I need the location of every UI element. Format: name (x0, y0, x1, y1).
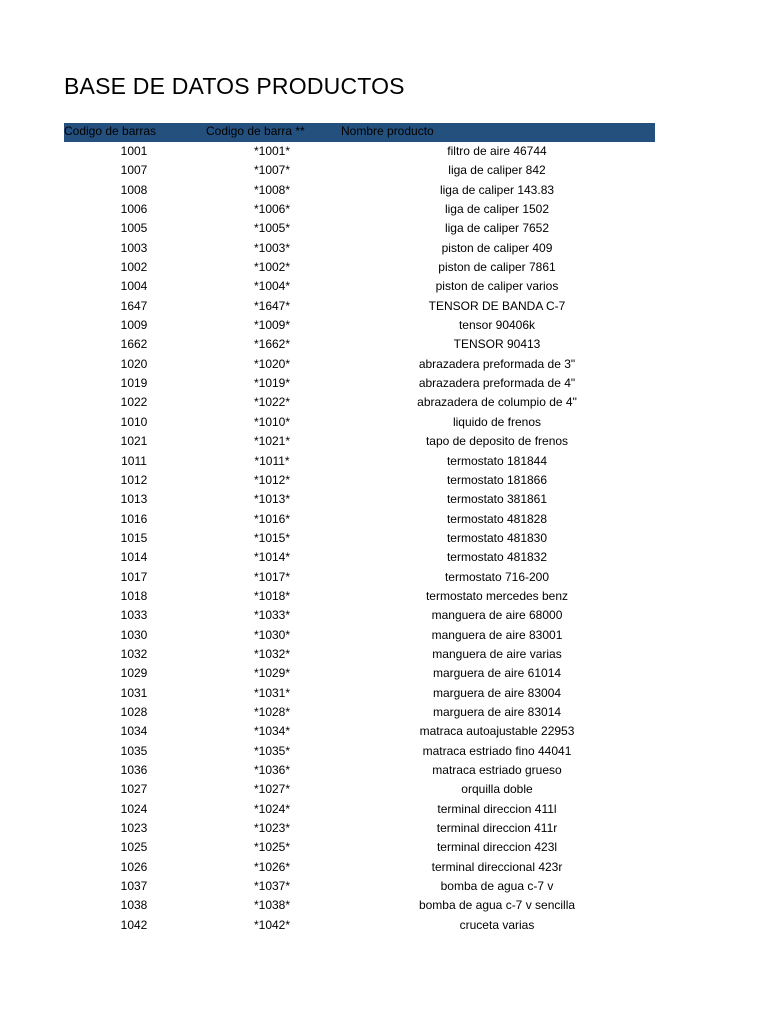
cell-nombre-producto: termostato mercedes benz (425, 588, 569, 603)
product-table-body (64, 142, 655, 935)
cell-codigo-de-barra-font: *1042* (253, 917, 291, 932)
cell-nombre-producto: tapo de deposito de frenos (425, 434, 569, 449)
cell-nombre-producto: liga de caliper 7652 (444, 221, 550, 236)
cell-codigo-de-barra-font: *1647* (253, 298, 291, 313)
cell-codigo-de-barras: 1016 (120, 511, 148, 526)
cell-nombre-producto: piston de caliper varios (435, 279, 559, 294)
cell-nombre-producto: bomba de agua c-7 v sencilla (418, 898, 576, 913)
table-row (64, 335, 655, 354)
cell-codigo-de-barras: 1032 (120, 646, 148, 661)
cell-nombre-producto: marguera de aire 83014 (432, 704, 562, 719)
cell-codigo-de-barra-font: *1026* (253, 859, 291, 874)
cell-codigo-de-barra-font: *1034* (253, 724, 291, 739)
cell-codigo-de-barras: 1006 (120, 202, 148, 217)
table-row (64, 297, 655, 316)
table-row (64, 742, 655, 761)
table-row (64, 626, 655, 645)
cell-codigo-de-barra-font: *1038* (253, 898, 291, 913)
cell-codigo-de-barra-font: *1036* (253, 763, 291, 777)
table-row (64, 916, 655, 935)
cell-codigo-de-barras: 1662 (120, 337, 148, 352)
cell-codigo-de-barra-font: *1004* (253, 279, 291, 294)
cell-codigo-de-barra-font: *1023* (253, 821, 291, 836)
table-row (64, 316, 655, 335)
cell-codigo-de-barras: 1035 (120, 743, 148, 758)
cell-codigo-de-barra-font: *1011* (254, 453, 290, 468)
cell-nombre-producto: TENSOR DE BANDA C-7 (428, 298, 566, 313)
cell-nombre-producto: TENSOR 90413 (453, 337, 541, 352)
cell-nombre-producto: terminal direccional 423r (431, 859, 563, 874)
cell-codigo-de-barra-font: *1662* (253, 337, 291, 352)
cell-codigo-de-barras: 1037 (120, 879, 148, 894)
cell-codigo-de-barras: 1029 (120, 666, 148, 681)
cell-codigo-de-barra-font: *1014* (253, 550, 291, 565)
cell-codigo-de-barras: 1026 (120, 859, 148, 874)
cell-codigo-de-barras: 1020 (120, 356, 148, 371)
cell-codigo-de-barras: 1015 (120, 530, 148, 545)
table-row (64, 761, 655, 780)
cell-codigo-de-barras: 1036 (120, 763, 148, 777)
cell-nombre-producto: abrazadera preformada de 4" (418, 376, 576, 391)
cell-nombre-producto: abrazadera de columpio de 4" (417, 395, 577, 410)
cell-codigo-de-barra-font: *1022* (253, 395, 291, 410)
cell-codigo-de-barra-font: *1002* (253, 260, 291, 275)
cell-codigo-de-barra-font: *1009* (253, 318, 291, 333)
cell-nombre-producto: termostato 481832 (446, 550, 548, 565)
cell-codigo-de-barras: 1033 (120, 608, 148, 623)
cell-codigo-de-barras: 1017 (120, 569, 148, 584)
cell-codigo-de-barras: 1004 (120, 279, 148, 294)
cell-nombre-producto: manguera de aire 83001 (431, 627, 563, 642)
cell-nombre-producto: orquilla doble (461, 782, 533, 797)
cell-codigo-de-barra-font: *1012* (253, 472, 291, 487)
cell-codigo-de-barras: 1027 (120, 782, 148, 797)
table-row (64, 548, 655, 567)
page-title: BASE DE DATOS PRODUCTOS (64, 73, 405, 99)
table-row (64, 277, 655, 296)
table-row (64, 355, 655, 374)
table-row (64, 780, 655, 799)
cell-codigo-de-barra-font: *1029* (253, 666, 291, 681)
table-row (64, 219, 655, 238)
cell-codigo-de-barras: 1028 (120, 704, 148, 719)
table-header-row (64, 123, 655, 142)
table-row (64, 645, 655, 664)
cell-nombre-producto: terminal direccion 423l (436, 840, 558, 855)
table-row (64, 858, 655, 877)
cell-codigo-de-barra-font: *1037* (253, 879, 291, 894)
cell-nombre-producto: piston de caliper 7861 (438, 260, 556, 275)
table-row (64, 142, 655, 161)
cell-codigo-de-barra-font: *1024* (253, 801, 291, 816)
table-row (64, 877, 655, 896)
cell-codigo-de-barras: 1025 (120, 840, 148, 855)
cell-codigo-de-barras: 1022 (120, 395, 148, 410)
cell-codigo-de-barra-font: *1025* (253, 840, 291, 855)
cell-codigo-de-barra-font: *1006* (253, 202, 291, 217)
cell-codigo-de-barras: 1013 (120, 492, 148, 507)
cell-nombre-producto: liga de caliper 1502 (444, 202, 550, 217)
table-row (64, 606, 655, 625)
cell-codigo-de-barras: 1003 (120, 240, 148, 255)
cell-nombre-producto: manguera de aire varias (432, 646, 562, 661)
cell-nombre-producto: liquido de frenos (452, 414, 542, 429)
table-row (64, 568, 655, 587)
cell-nombre-producto: termostato 181844 (446, 453, 548, 468)
cell-codigo-de-barras: 1030 (120, 627, 148, 642)
cell-nombre-producto: bomba de agua c-7 v (440, 879, 554, 894)
cell-codigo-de-barra-font: *1008* (253, 182, 291, 197)
cell-codigo-de-barras: 1042 (120, 917, 148, 932)
cell-codigo-de-barra-font: *1031* (253, 685, 291, 700)
table-row (64, 200, 655, 219)
table-row (64, 490, 655, 509)
table-row (64, 587, 655, 606)
header-codigo-de-barras: Codigo de barras (64, 124, 157, 138)
cell-nombre-producto: matraca estriado grueso (432, 763, 562, 777)
cell-codigo-de-barras: 1005 (120, 221, 148, 236)
cell-codigo-de-barra-font: *1021* (253, 434, 291, 449)
table-row (64, 471, 655, 490)
cell-nombre-producto: marguera de aire 83004 (432, 685, 562, 700)
cell-codigo-de-barras: 1019 (120, 376, 148, 391)
cell-codigo-de-barra-font: *1018* (253, 588, 291, 603)
cell-nombre-producto: tensor 90406k (458, 318, 536, 333)
header-nombre-producto: Nombre producto (341, 124, 434, 138)
cell-codigo-de-barra-font: *1016* (253, 511, 291, 526)
cell-codigo-de-barras: 1002 (120, 260, 148, 275)
table-row (64, 432, 655, 451)
table-row (64, 374, 655, 393)
cell-nombre-producto: termostato 381861 (446, 492, 548, 507)
cell-codigo-de-barra-font: *1005* (253, 221, 291, 236)
cell-codigo-de-barra-font: *1013* (253, 492, 291, 507)
cell-nombre-producto: terminal direccion 411r (436, 821, 558, 836)
cell-codigo-de-barra-font: *1035* (253, 743, 291, 758)
table-row (64, 819, 655, 838)
table-row (64, 239, 655, 258)
cell-codigo-de-barras: 1007 (120, 163, 148, 178)
cell-nombre-producto: marguera de aire 61014 (432, 666, 562, 681)
table-row (64, 529, 655, 548)
cell-codigo-de-barra-font: *1007* (253, 163, 291, 178)
cell-codigo-de-barras: 1023 (120, 821, 148, 836)
cell-codigo-de-barra-font: *1010* (253, 414, 291, 429)
cell-codigo-de-barras: 1024 (120, 801, 148, 816)
table-row (64, 452, 655, 471)
cell-nombre-producto: piston de caliper 409 (441, 240, 553, 255)
cell-codigo-de-barras: 1031 (120, 685, 148, 700)
cell-nombre-producto: manguera de aire 68000 (431, 608, 563, 623)
cell-codigo-de-barra-font: *1003* (253, 240, 291, 255)
table-row (64, 800, 655, 819)
cell-nombre-producto: termostato 481828 (446, 511, 548, 526)
table-row (64, 413, 655, 432)
cell-nombre-producto: matraca autoajustable 22953 (419, 724, 575, 739)
cell-codigo-de-barras: 1012 (120, 472, 148, 487)
cell-nombre-producto: termostato 716-200 (444, 569, 550, 584)
cell-codigo-de-barra-font: *1019* (253, 376, 291, 391)
cell-codigo-de-barras: 1010 (120, 414, 148, 429)
cell-codigo-de-barras: 1647 (120, 298, 148, 313)
cell-codigo-de-barras: 1009 (120, 318, 148, 333)
cell-codigo-de-barra-font: *1030* (253, 627, 291, 642)
cell-codigo-de-barras: 1001 (120, 144, 148, 158)
cell-codigo-de-barras: 1011 (121, 453, 147, 468)
cell-codigo-de-barra-font: *1015* (253, 530, 291, 545)
cell-nombre-producto: termostato 181866 (446, 472, 548, 487)
cell-codigo-de-barra-font: *1027* (253, 782, 291, 797)
cell-codigo-de-barra-font: *1028* (253, 704, 291, 719)
table-row (64, 161, 655, 180)
table-row (64, 896, 655, 915)
cell-nombre-producto: cruceta varias (459, 917, 535, 932)
table-row (64, 181, 655, 200)
cell-codigo-de-barra-font: *1033* (253, 608, 291, 623)
cell-codigo-de-barra-font: *1032* (253, 646, 291, 661)
table-row (64, 510, 655, 529)
cell-codigo-de-barras: 1008 (120, 182, 148, 197)
cell-codigo-de-barras: 1038 (120, 898, 148, 913)
cell-codigo-de-barra-font: *1017* (253, 569, 291, 584)
cell-nombre-producto: liga de caliper 143.83 (439, 182, 555, 197)
cell-nombre-producto: terminal direccion 411l (437, 801, 557, 816)
cell-nombre-producto: matraca estriado fino 44041 (422, 743, 572, 758)
table-row (64, 703, 655, 722)
table-row (64, 722, 655, 741)
cell-nombre-producto: filtro de aire 46744 (447, 144, 547, 158)
cell-codigo-de-barra-font: *1020* (253, 356, 291, 371)
table-row (64, 838, 655, 857)
cell-nombre-producto: liga de caliper 842 (448, 163, 546, 178)
cell-nombre-producto: abrazadera preformada de 3" (418, 356, 576, 371)
table-row (64, 664, 655, 683)
cell-codigo-de-barras: 1018 (120, 588, 148, 603)
cell-codigo-de-barras: 1021 (120, 434, 148, 449)
header-codigo-de-barra-font: Codigo de barra ** (206, 124, 305, 138)
cell-codigo-de-barra-font: *1001* (253, 144, 291, 158)
cell-nombre-producto: termostato 481830 (446, 530, 548, 545)
cell-codigo-de-barras: 1034 (120, 724, 148, 739)
table-row (64, 393, 655, 412)
cell-codigo-de-barras: 1014 (120, 550, 148, 565)
table-row (64, 684, 655, 703)
table-row (64, 258, 655, 277)
